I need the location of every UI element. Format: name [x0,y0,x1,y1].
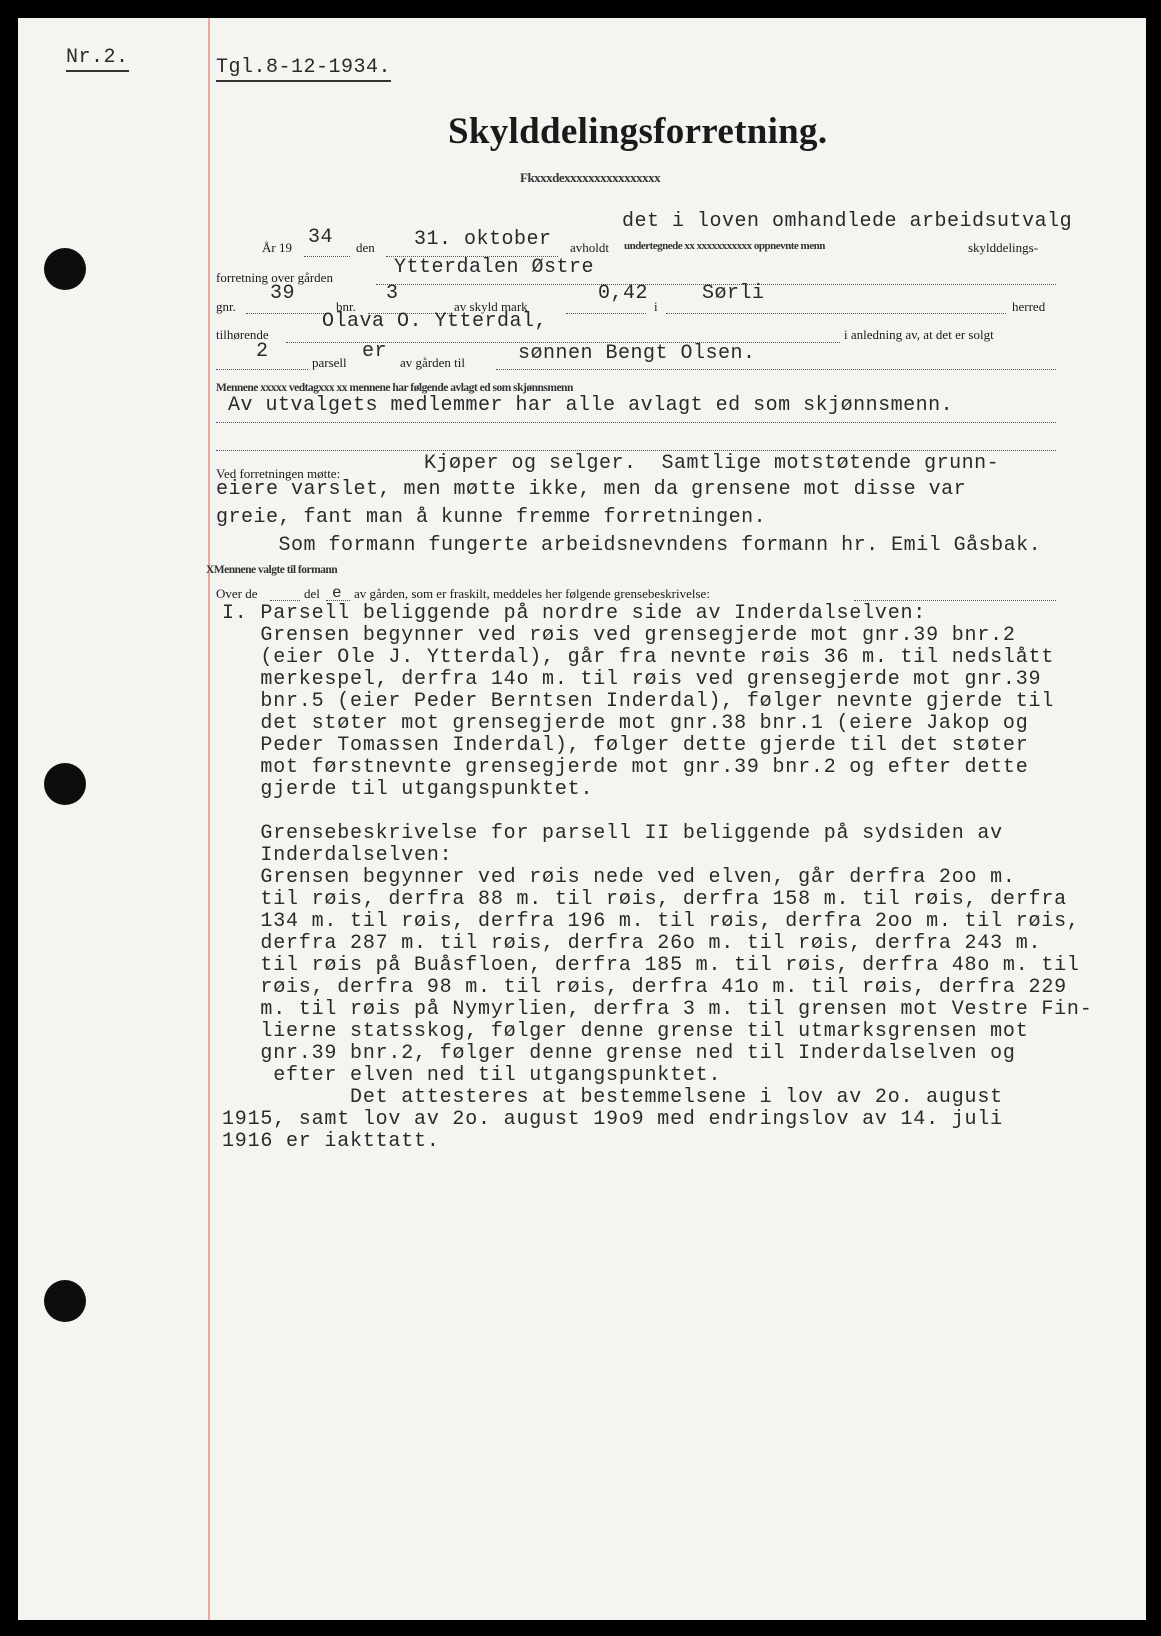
description-line: efter elven ned til utgangspunktet. [222,1064,722,1087]
gnr-value: 39 [270,282,296,305]
oath-typed-text: Av utvalgets medlemmer har alle avlagt ed som skjønnsmenn. [228,394,954,417]
description-line: gjerde til utgangspunktet. [222,778,594,801]
red-margin-line [208,18,210,1620]
skyldmark-label: av skyld mark [454,299,528,314]
forretning-label: forretning over gården [216,270,333,285]
ved-line-2: eiere varslet, men møtte ikke, men da grensene mot disse var [216,478,967,501]
description-line: Inderdalselven: [222,844,453,867]
struck-chair-text: XMennene valgte til formann [206,564,338,576]
ar-value: 34 [308,226,334,249]
description-line: lierne statsskog, følger denne grense til utmarksgrensen mot [222,1020,1029,1043]
description-line: gnr.39 bnr.2, følger denne grense ned til Inderdalselven og [222,1042,1016,1065]
bnr-value: 3 [386,282,399,305]
punch-hole-top [44,248,86,290]
ar-label: År 19 [262,240,292,255]
avholdt-label: avholdt [570,240,609,255]
description-line: røis, derfra 98 m. til røis, derfra 41o m. til røis, derfra 229 [222,976,1067,999]
er-value: er [362,340,388,363]
description-line: Det attesteres at bestemmelsene i lov av 2o. august [222,1086,1003,1109]
herred-label: herred [1012,299,1046,314]
description-line: merkespel, derfra 14o m. til røis ved grensegjerde mot gnr.39 [222,668,1042,691]
punch-hole-bottom [44,1280,86,1322]
gnr-label: gnr. [216,299,236,314]
ved-line-3: greie, fant man å kunne fremme forretningen. [216,506,767,529]
page-title: Skylddelingsforretning. [448,111,828,152]
tilhorende-label: tilhørende [216,327,269,342]
den-label: den [356,240,375,255]
bnr-label: bnr. [336,299,356,314]
ved-line-4: Som formann fungerte arbeidsnevndens formann hr. Emil Gåsbak. [216,534,1042,557]
struck-oath-text: Mennene xxxxx vedtagxxx xx mennene har følgende avlagt ed som skjønnsmenn [216,382,573,394]
avholdt-struck-text: undertegnede xx xxxxxxxxxxx oppnevnte menn [624,240,825,252]
description-line: 134 m. til røis, derfra 196 m. til røis, derfra 2oo m. til røis, [222,910,1080,933]
registration-date: Tgl.8-12-1934. [216,56,391,82]
herred-value: Sørli [702,282,765,305]
description-line: bnr.5 (eier Peder Berntsen Inderdal), følger nevnte gjerde til [222,690,1055,713]
description-line: det støter mot grensegjerde mot gnr.38 bnr.1 (eiere Jakop og [222,712,1029,735]
description-line: m. til røis på Nymyrlien, derfra 3 m. til grensen mot Vestre Fin- [222,998,1093,1021]
garden-value: Ytterdalen Østre [394,256,595,279]
avgarden-label: av gården til [400,355,465,370]
grensebeskrivelse-label: av gården, som er fraskilt, meddeles her følgende grensebeskrivelse: [354,586,710,601]
parsell-count: 2 [256,340,269,363]
owner-value: Olava O. Ytterdal, [322,310,548,333]
over-de-label: Over de [216,586,258,601]
description-line: (eier Ole J. Ytterdal), går fra nevnte røis 36 m. til nedslått [222,646,1055,669]
description-line: Grensebeskrivelse for parsell II beliggende på sydsiden av [222,822,1003,845]
i-label: i [654,299,658,314]
avholdt-typed-text: det i loven omhandlede arbeidsutvalg [622,210,1073,233]
skylddelings-label: skylddelings- [968,240,1039,255]
description-line: derfra 287 m. til røis, derfra 26o m. til røis, derfra 243 m. [222,932,1042,955]
description-line: I. Parsell beliggende på nordre side av Inderdalselven: [222,602,927,625]
description-line: mot førstnevnte grensegjerde mot gnr.39 bnr.2 og efter dette [222,756,1029,779]
description-line: til røis, derfra 88 m. til røis, derfra 158 m. til røis, derfra [222,888,1067,911]
description-line: Grensen begynner ved røis ved grensegjerde mot gnr.39 bnr.2 [222,624,1016,647]
description-line: til røis på Buåsfloen, derfra 185 m. til røis, derfra 48o m. til [222,954,1080,977]
description-line: 1916 er iakttatt. [222,1130,440,1153]
document-page [18,18,1146,1620]
punch-hole-middle [44,763,86,805]
ved-forretningen-label: Ved forretningen møtte: [216,466,341,481]
den-value: 31. oktober [414,228,552,251]
del-label: del [304,586,320,601]
anledning-label: i anledning av, at det er solgt [844,327,994,342]
struck-subtitle: Fkxxxdexxxxxxxxxxxxxxxx [520,170,661,185]
document-number: Nr.2. [66,46,129,72]
del-value: e [332,584,342,602]
description-line: 1915, samt lov av 2o. august 19o9 med endringslov av 14. juli [222,1108,1003,1131]
ved-line-1: Kjøper og selger. Samtlige motstøtende grunn- [424,452,1000,475]
skyldmark-value: 0,42 [598,282,649,305]
description-line: Grensen begynner ved røis nede ved elven, går derfra 2oo m. [222,866,1016,889]
description-line: Peder Tomassen Inderdal), følger dette gjerde til det støter [222,734,1029,757]
buyer-value: sønnen Bengt Olsen. [518,342,756,365]
parsell-label: parsell [312,355,347,370]
